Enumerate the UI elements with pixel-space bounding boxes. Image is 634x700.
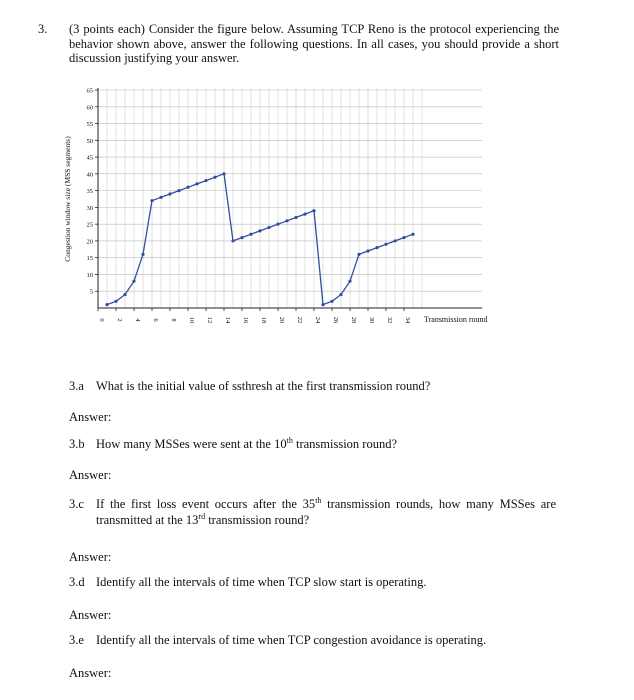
x-tick-label: 2	[116, 318, 123, 322]
data-point	[276, 223, 279, 226]
data-point	[177, 189, 180, 192]
part-3d	[69, 574, 427, 590]
data-point	[213, 176, 216, 179]
answer-3d: Answer:	[69, 608, 112, 622]
x-tick-label: 20	[278, 316, 285, 324]
data-point	[249, 233, 252, 236]
x-tick-label: 12	[206, 316, 213, 324]
part-label: 3.b	[69, 437, 85, 451]
part-3b	[69, 436, 397, 452]
question-intro: (3 points each) Consider the figure below. Assuming TCP Reno is the protocol experiencing the behavior shown above, answer the following questions. In all cases, you should provide a short discussion justifying your answer.	[69, 22, 559, 65]
x-tick-label: 6	[152, 318, 159, 322]
x-tick-label: 28	[350, 316, 357, 324]
part-label: 3.c	[69, 497, 84, 511]
question-number: 3.	[38, 22, 48, 36]
part-3e	[69, 632, 486, 648]
part-text: What is the initial value of ssthresh at the first transmission round?	[96, 379, 431, 393]
data-point	[330, 300, 333, 303]
answer-3c: Answer:	[69, 550, 112, 564]
cwnd-chart	[60, 82, 510, 352]
part-text-mid: transmission rounds, how many MSSes are transmitted at the 13	[96, 497, 556, 527]
data-point	[105, 303, 108, 306]
data-point	[267, 226, 270, 229]
data-point	[204, 179, 207, 182]
data-point	[384, 243, 387, 246]
data-point	[132, 280, 135, 283]
data-point	[348, 280, 351, 283]
part-3a	[69, 378, 430, 394]
part-label: 3.a	[69, 379, 84, 393]
y-tick-label: 65	[86, 87, 93, 95]
data-point	[168, 192, 171, 195]
answer-3b: Answer:	[69, 468, 112, 482]
part-text: How many MSSes were sent at the 10	[96, 437, 287, 451]
superscript: rd	[198, 512, 206, 521]
data-point	[393, 239, 396, 242]
chart-grid	[98, 88, 482, 308]
part-text-end: transmission round?	[205, 513, 310, 527]
data-point	[222, 172, 225, 175]
x-tick-labels	[98, 317, 411, 324]
data-point	[186, 186, 189, 189]
x-tick-label: 26	[332, 316, 339, 324]
data-point	[231, 239, 234, 242]
y-tick-label: 15	[86, 255, 93, 263]
x-tick-label: 22	[296, 316, 303, 324]
y-tick-label: 20	[86, 238, 93, 246]
data-point	[285, 219, 288, 222]
answer-3e: Answer:	[69, 666, 112, 680]
data-point	[375, 246, 378, 249]
part-3c	[96, 496, 556, 528]
data-point	[114, 300, 117, 303]
data-point	[339, 293, 342, 296]
data-point	[150, 199, 153, 202]
y-tick-label: 40	[86, 171, 93, 179]
part-text-end: transmission round?	[292, 437, 398, 451]
y-tick-label: 35	[86, 188, 93, 196]
part-label: 3.e	[69, 633, 84, 647]
x-axis-label: Transmission round	[424, 315, 488, 324]
superscript: th	[286, 436, 293, 445]
x-tick-label: 24	[314, 316, 321, 324]
part-text: Identify all the intervals of time when TCP slow start is operating.	[96, 575, 427, 589]
y-tick-labels	[87, 88, 94, 296]
x-tick-label: 34	[404, 316, 411, 324]
y-tick-label: 50	[86, 137, 93, 145]
part-label: 3.d	[69, 575, 85, 589]
data-point	[366, 249, 369, 252]
data-point	[321, 303, 324, 306]
y-tick-label: 55	[86, 121, 93, 129]
data-point	[240, 236, 243, 239]
data-point	[402, 236, 405, 239]
data-point	[357, 253, 360, 256]
y-tick-label: 25	[86, 221, 93, 229]
x-tick-label: 14	[224, 316, 231, 324]
part-text: If the first loss event occurs after the 35	[96, 497, 316, 511]
y-axis-label: Congestion window size (MSS segments)	[63, 136, 72, 262]
x-tick-label: 4	[134, 318, 141, 322]
x-tick-label: 30	[368, 316, 375, 324]
y-tick-label: 30	[86, 204, 93, 212]
superscript: th	[315, 496, 322, 505]
data-point	[258, 229, 261, 232]
y-tick-label: 10	[86, 271, 93, 279]
data-point	[294, 216, 297, 219]
part-text: Identify all the intervals of time when TCP congestion avoidance is operating.	[96, 633, 487, 647]
answer-3a: Answer:	[69, 410, 112, 424]
x-tick-label: 16	[242, 316, 249, 324]
y-tick-label: 60	[86, 104, 93, 112]
x-tick-label: 18	[260, 316, 267, 324]
y-tick-label: 45	[86, 154, 93, 162]
data-point	[303, 212, 306, 215]
data-point	[159, 196, 162, 199]
data-point	[312, 209, 315, 212]
y-tick-label: 5	[89, 288, 93, 296]
x-tick-label: 32	[386, 316, 393, 324]
x-tick-label: 10	[188, 316, 195, 324]
data-point	[141, 253, 144, 256]
part-3c-label	[69, 496, 96, 512]
data-point	[195, 182, 198, 185]
x-tick-label: 0	[98, 318, 105, 322]
data-point	[411, 233, 414, 236]
data-point	[123, 293, 126, 296]
x-tick-label: 8	[170, 318, 177, 322]
